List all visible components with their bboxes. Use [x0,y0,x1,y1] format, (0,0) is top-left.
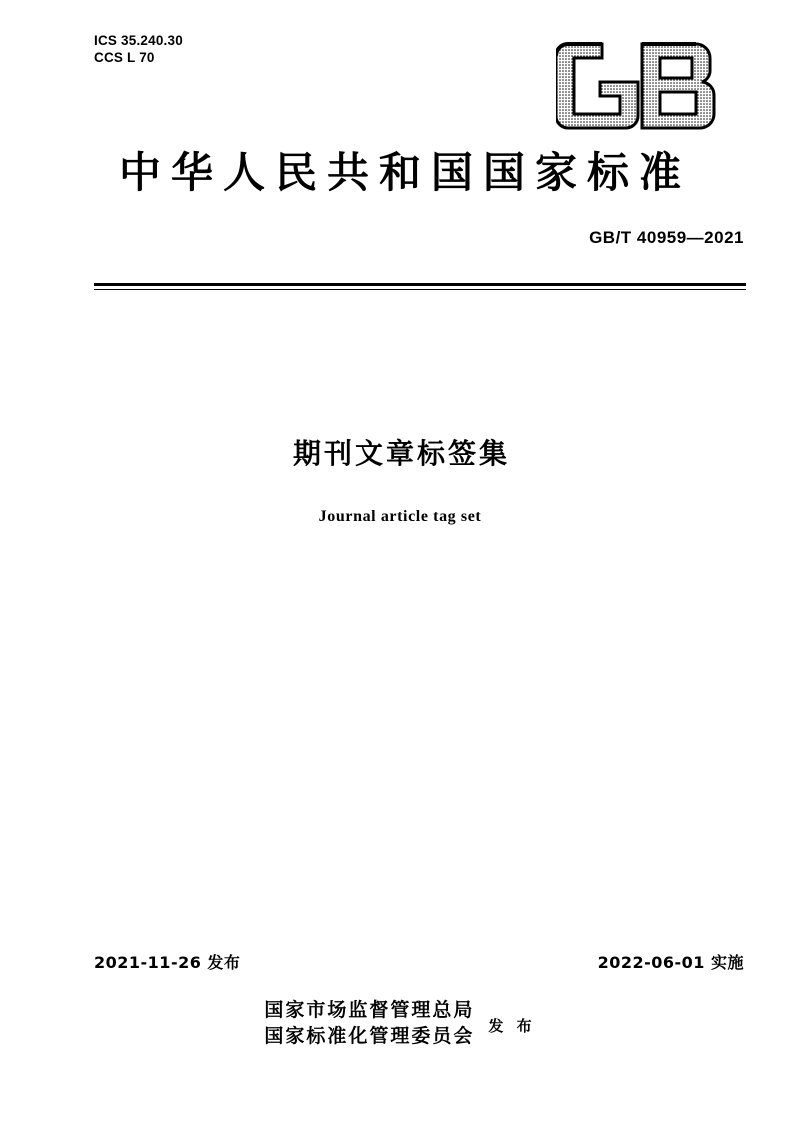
implementation-date: 2022-06-01 实施 [597,953,744,972]
publisher-names [264,997,474,1049]
publisher-block [0,997,800,1049]
document-title-chinese: 期刊文章标签集 [292,437,510,470]
ccs-code: CCS L 70 [94,50,155,65]
document-title-english: Journal article tag set [318,508,482,525]
national-standard-title: 中华人民共和国国家标准 [118,148,691,197]
gb-emblem-icon [556,40,726,132]
issue-date: 2021-11-26 发布 [94,953,241,972]
publisher-line-1: 国家市场监督管理总局 [264,999,475,1021]
divider-thick [94,283,746,286]
standard-number: GB/T 40959—2021 [589,228,744,247]
divider-thin [94,289,746,290]
publisher-verb: 发 布 [488,1016,536,1035]
publisher-line-2: 国家标准化管理委员会 [264,1025,475,1047]
ics-code: ICS 35.240.30 [94,33,183,48]
classification-codes [94,32,183,66]
